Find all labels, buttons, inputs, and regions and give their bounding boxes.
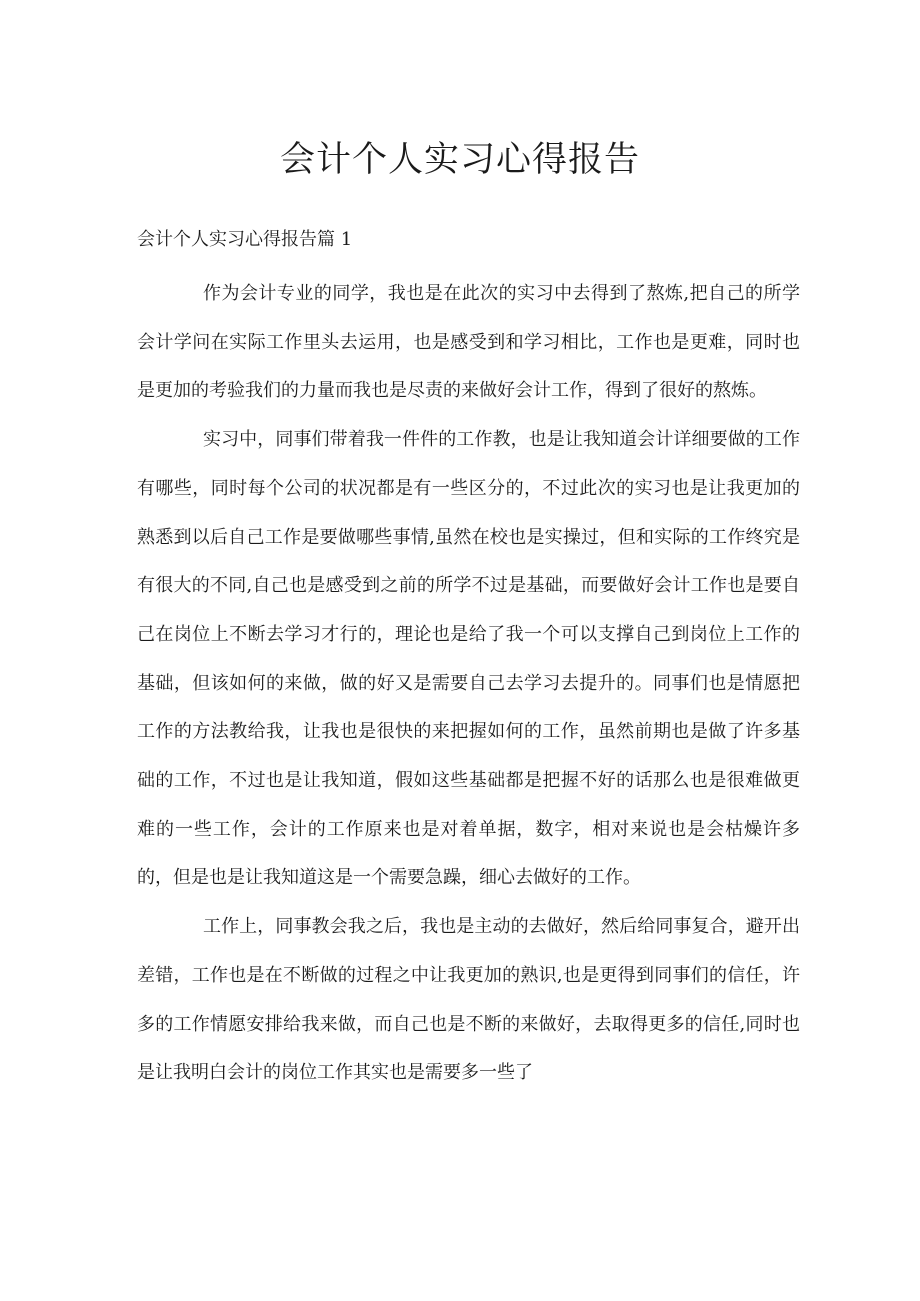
document-body (137, 270, 800, 1098)
document-title: 会计个人实习心得报告 (279, 140, 640, 180)
section-heading: 会计个人实习心得报告篇 1 (137, 229, 353, 250)
paragraph-1: 作为会计专业的同学，我也是在此次的实习中去得到了熬炼,把自己的所学会计学问在实际工作里头去运用，也是感受到和学习相比，工作也是更难，同时也是更加的考验我们的力量而我也是尽责的来做好会计工作，得到了很好的熬炼。 (137, 283, 800, 402)
paragraph-2: 实习中，同事们带着我一件件的工作教，也是让我知道会计详细要做的工作有哪些，同时每个公司的状况都是有一些区分的，不过此次的实习也是让我更加的熟悉到以后自己工作是要做哪些事情,虽然在校也是实操过，但和实际的工作终究是有很大的不同,自己也是感受到之前的所学不过是基础，而要做好会计工作也是要自己在岗位上不断去学习才行的，理论也是给了我一个可以支撑自己到岗位上工作的基础，但该如何的来做，做的好又是需要自己去学习去提升的。同事们也是情愿把工作的方法教给我，让我也是很快的来把握如何的工作，虽然前期也是做了许多基础的工作，不过也是让我知道，假如这些基础都是把握不好的话那么也是很难做更难的一些工作，会计的工作原来也是对着单据，数字，相对来说也是会枯燥许多的，但是也是让我知道这是一个需要急躁，细心去做好的工作。 (137, 429, 800, 889)
paragraph-3: 工作上，同事教会我之后，我也是主动的去做好，然后给同事复合，避开出差错，工作也是在不断做的过程之中让我更加的熟识,也是更得到同事们的信任，许多的工作情愿安排给我来做，而自己也是不断的来做好，去取得更多的信任,同时也是让我明白会计的岗位工作其实也是需要多一些了 (137, 916, 800, 1084)
